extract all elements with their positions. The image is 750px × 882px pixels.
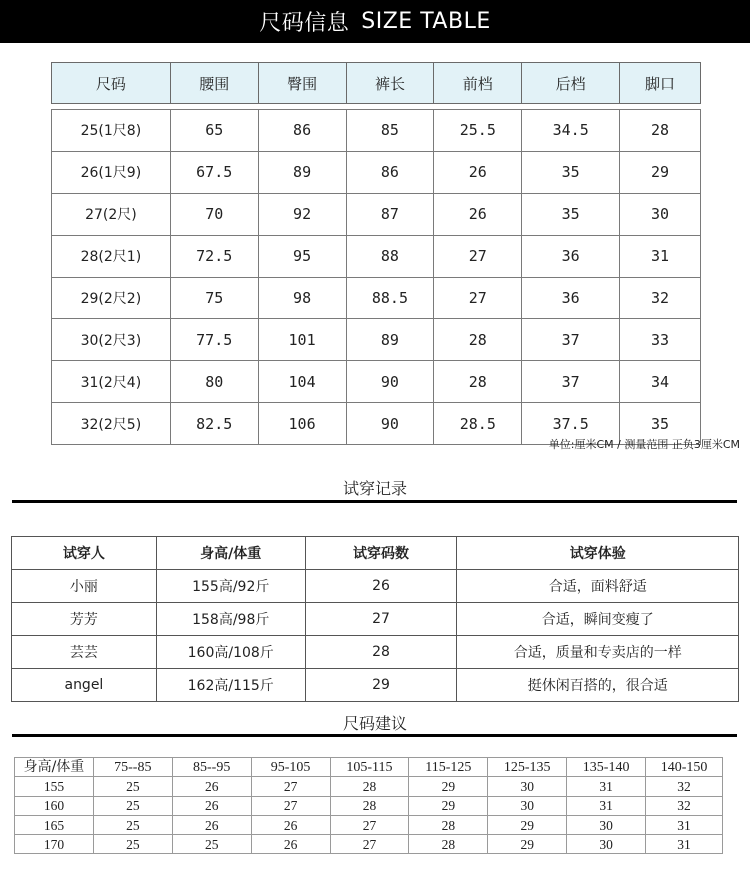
- size-cell: 90: [346, 361, 434, 403]
- try-cell: 29: [305, 669, 457, 702]
- rec-cell: 31: [646, 835, 723, 854]
- size-cell: 26(1尺9): [52, 151, 171, 193]
- rec-cell: 29: [488, 835, 567, 854]
- rec-col-header: 125-135: [488, 758, 567, 777]
- size-cell: 92: [258, 193, 346, 235]
- table-row: [52, 110, 701, 152]
- table-row: [52, 319, 701, 361]
- rec-col-header: 140-150: [646, 758, 723, 777]
- rec-cell: 30: [488, 796, 567, 815]
- rec-cell: 28: [330, 796, 409, 815]
- rec-cell: 32: [646, 777, 723, 796]
- size-cell: 82.5: [170, 403, 258, 445]
- try-cell: 160高/108斤: [156, 636, 305, 669]
- rec-cell: 31: [567, 796, 646, 815]
- rec-cell: 29: [488, 815, 567, 834]
- try-col-header: 试穿人: [12, 537, 157, 570]
- size-cell: 36: [522, 277, 620, 319]
- size-cell: 86: [346, 151, 434, 193]
- size-cell: 75: [170, 277, 258, 319]
- size-cell: 77.5: [170, 319, 258, 361]
- size-cell: 98: [258, 277, 346, 319]
- size-col-header: 前档: [434, 63, 522, 104]
- size-cell: 86: [258, 110, 346, 152]
- table-row: [12, 669, 739, 702]
- size-cell: 29: [620, 151, 701, 193]
- size-cell: 65: [170, 110, 258, 152]
- try-cell: angel: [12, 669, 157, 702]
- rec-cell: 27: [251, 777, 330, 796]
- rec-cell: 32: [646, 796, 723, 815]
- section-divider: [12, 734, 737, 737]
- unit-note: 单位:厘米CM / 测量范围 正负3厘米CM: [548, 438, 740, 451]
- try-cell: 芳芳: [12, 603, 157, 636]
- size-cell: 35: [620, 403, 701, 445]
- size-cell: 88.5: [346, 277, 434, 319]
- rec-cell: 25: [172, 835, 251, 854]
- rec-cell: 170: [15, 835, 94, 854]
- table-row: [52, 361, 701, 403]
- rec-col-header: 85--95: [172, 758, 251, 777]
- size-cell: 30: [620, 193, 701, 235]
- size-cell: 104: [258, 361, 346, 403]
- table-row: [15, 835, 723, 854]
- size-cell: 28: [620, 110, 701, 152]
- title-bar: [0, 0, 750, 43]
- try-cell: 芸芸: [12, 636, 157, 669]
- rec-cell: 27: [330, 815, 409, 834]
- size-cell: 80: [170, 361, 258, 403]
- size-col-header: 裤长: [346, 63, 434, 104]
- rec-cell: 28: [409, 815, 488, 834]
- table-row: [12, 636, 739, 669]
- rec-cell: 31: [646, 815, 723, 834]
- rec-cell: 30: [488, 777, 567, 796]
- rec-cell: 27: [251, 796, 330, 815]
- size-cell: 90: [346, 403, 434, 445]
- size-cell: 72.5: [170, 235, 258, 277]
- rec-cell: 28: [330, 777, 409, 796]
- size-cell: 26: [434, 193, 522, 235]
- size-col-header: 脚口: [620, 63, 701, 104]
- rec-cell: 30: [567, 815, 646, 834]
- recommend-title: 尺码建议: [342, 714, 407, 733]
- size-cell: 32(2尺5): [52, 403, 171, 445]
- rec-col-header: 身高/体重: [15, 758, 94, 777]
- rec-cell: 25: [93, 815, 172, 834]
- table-row: [15, 777, 723, 796]
- try-cell: 挺休闲百搭的，很合适: [457, 669, 739, 702]
- title-cn: 尺码信息: [259, 11, 350, 36]
- rec-cell: 26: [172, 815, 251, 834]
- size-cell: 28: [434, 319, 522, 361]
- size-cell: 28.5: [434, 403, 522, 445]
- rec-col-header: 115-125: [409, 758, 488, 777]
- size-col-header: 后档: [522, 63, 620, 104]
- rec-cell: 29: [409, 796, 488, 815]
- size-cell: 27(2尺): [52, 193, 171, 235]
- table-row: [52, 277, 701, 319]
- size-cell: 35: [522, 151, 620, 193]
- try-cell: 合适，质量和专卖店的一样: [457, 636, 739, 669]
- try-col-header: 试穿码数: [305, 537, 457, 570]
- size-cell: 37: [522, 319, 620, 361]
- size-cell: 37.5: [522, 403, 620, 445]
- try-cell: 162高/115斤: [156, 669, 305, 702]
- table-row: [52, 151, 701, 193]
- size-cell: 70: [170, 193, 258, 235]
- table-row: [52, 235, 701, 277]
- section-divider: [12, 500, 737, 503]
- try-col-header: 身高/体重: [156, 537, 305, 570]
- size-cell: 33: [620, 319, 701, 361]
- size-cell: 35: [522, 193, 620, 235]
- size-cell: 26: [434, 151, 522, 193]
- rec-col-header: 95-105: [251, 758, 330, 777]
- title-en: SIZE TABLE: [361, 9, 491, 34]
- rec-cell: 30: [567, 835, 646, 854]
- try-cell: 158高/98斤: [156, 603, 305, 636]
- size-cell: 34: [620, 361, 701, 403]
- table-row: [12, 603, 739, 636]
- rec-cell: 28: [409, 835, 488, 854]
- size-cell: 37: [522, 361, 620, 403]
- size-cell: 32: [620, 277, 701, 319]
- try-cell: 合适，面料舒适: [457, 570, 739, 603]
- size-cell: 101: [258, 319, 346, 361]
- rec-cell: 25: [93, 835, 172, 854]
- size-cell: 106: [258, 403, 346, 445]
- rec-col-header: 75--85: [93, 758, 172, 777]
- rec-col-header: 135-140: [567, 758, 646, 777]
- size-cell: 89: [258, 151, 346, 193]
- try-cell: 26: [305, 570, 457, 603]
- size-cell: 87: [346, 193, 434, 235]
- size-cell: 88: [346, 235, 434, 277]
- size-cell: 34.5: [522, 110, 620, 152]
- size-col-header: 腰围: [170, 63, 258, 104]
- table-row: [52, 193, 701, 235]
- size-cell: 31: [620, 235, 701, 277]
- size-cell: 67.5: [170, 151, 258, 193]
- rec-cell: 25: [93, 777, 172, 796]
- size-table-body: [51, 109, 701, 445]
- size-cell: 31(2尺4): [52, 361, 171, 403]
- try-col-header: 试穿体验: [457, 537, 739, 570]
- table-row: [15, 796, 723, 815]
- rec-cell: 26: [172, 796, 251, 815]
- size-cell: 28: [434, 361, 522, 403]
- try-cell: 155高/92斤: [156, 570, 305, 603]
- table-row: [15, 815, 723, 834]
- size-col-header: 尺码: [52, 63, 171, 104]
- try-on-title: 试穿记录: [342, 479, 407, 498]
- size-cell: 27: [434, 235, 522, 277]
- rec-cell: 27: [330, 835, 409, 854]
- size-cell: 27: [434, 277, 522, 319]
- size-cell: 89: [346, 319, 434, 361]
- rec-cell: 26: [251, 815, 330, 834]
- rec-cell: 26: [251, 835, 330, 854]
- try-cell: 28: [305, 636, 457, 669]
- recommend-table: [14, 757, 723, 854]
- rec-cell: 29: [409, 777, 488, 796]
- size-cell: 25.5: [434, 110, 522, 152]
- size-cell: 25(1尺8): [52, 110, 171, 152]
- size-cell: 30(2尺3): [52, 319, 171, 361]
- rec-col-header: 105-115: [330, 758, 409, 777]
- rec-cell: 25: [93, 796, 172, 815]
- size-cell: 85: [346, 110, 434, 152]
- size-cell: 29(2尺2): [52, 277, 171, 319]
- size-col-header: 臀围: [258, 63, 346, 104]
- try-cell: 小丽: [12, 570, 157, 603]
- try-cell: 27: [305, 603, 457, 636]
- rec-cell: 155: [15, 777, 94, 796]
- size-cell: 28(2尺1): [52, 235, 171, 277]
- size-cell: 36: [522, 235, 620, 277]
- rec-cell: 160: [15, 796, 94, 815]
- table-row: [12, 570, 739, 603]
- size-table-header: [51, 62, 701, 104]
- size-cell: 95: [258, 235, 346, 277]
- rec-cell: 165: [15, 815, 94, 834]
- try-on-table: [11, 536, 739, 702]
- rec-cell: 31: [567, 777, 646, 796]
- try-cell: 合适，瞬间变瘦了: [457, 603, 739, 636]
- rec-cell: 26: [172, 777, 251, 796]
